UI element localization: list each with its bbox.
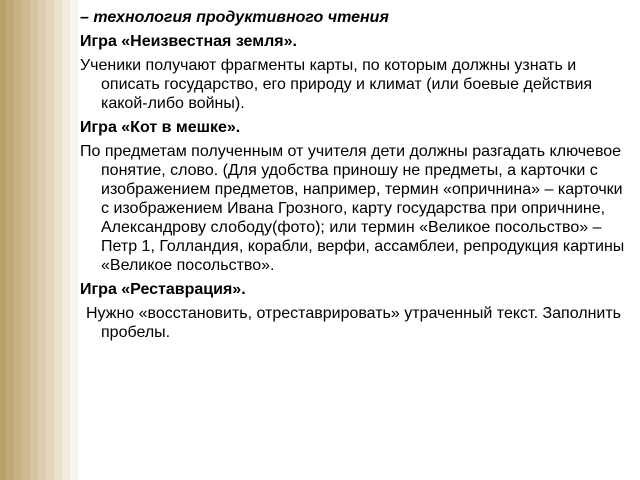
game-heading-unknown-land: Игра «Неизвестная земля». bbox=[80, 33, 297, 50]
left-decor-band bbox=[0, 0, 6, 480]
game-description-restoration: Нужно «восстановить, отреставрировать» утраченный текст. Заполнить пробелы. bbox=[86, 305, 622, 341]
slide-content bbox=[80, 8, 632, 347]
game-heading-cat-in-bag: Игра «Кот в мешке». bbox=[80, 119, 241, 136]
game-description-unknown-land: Ученики получают фрагменты карты, по которым должны узнать и описать государство, его природу и климат (или боевые действия какой-либо войны). bbox=[80, 57, 593, 112]
game-heading-restoration: Игра «Реставрация». bbox=[80, 281, 246, 298]
slide-subtitle: – технология продуктивного чтения bbox=[80, 9, 389, 26]
game-description-cat-in-bag: По предметам полученным от учителя дети должны разгадать ключевое понятие, слово. (Для удобства приношу не предметы, а карточки с изображением предметов, например, термин «опричнина» – карточки с изображением Ивана Грозного, карту государства при опричнине, Александрову слободу(фото); или термин «Великое посольство» – Петр 1, Голландия, корабли, верфи, ассамблеи, репродукция картины «Великое посольство». bbox=[80, 143, 625, 274]
